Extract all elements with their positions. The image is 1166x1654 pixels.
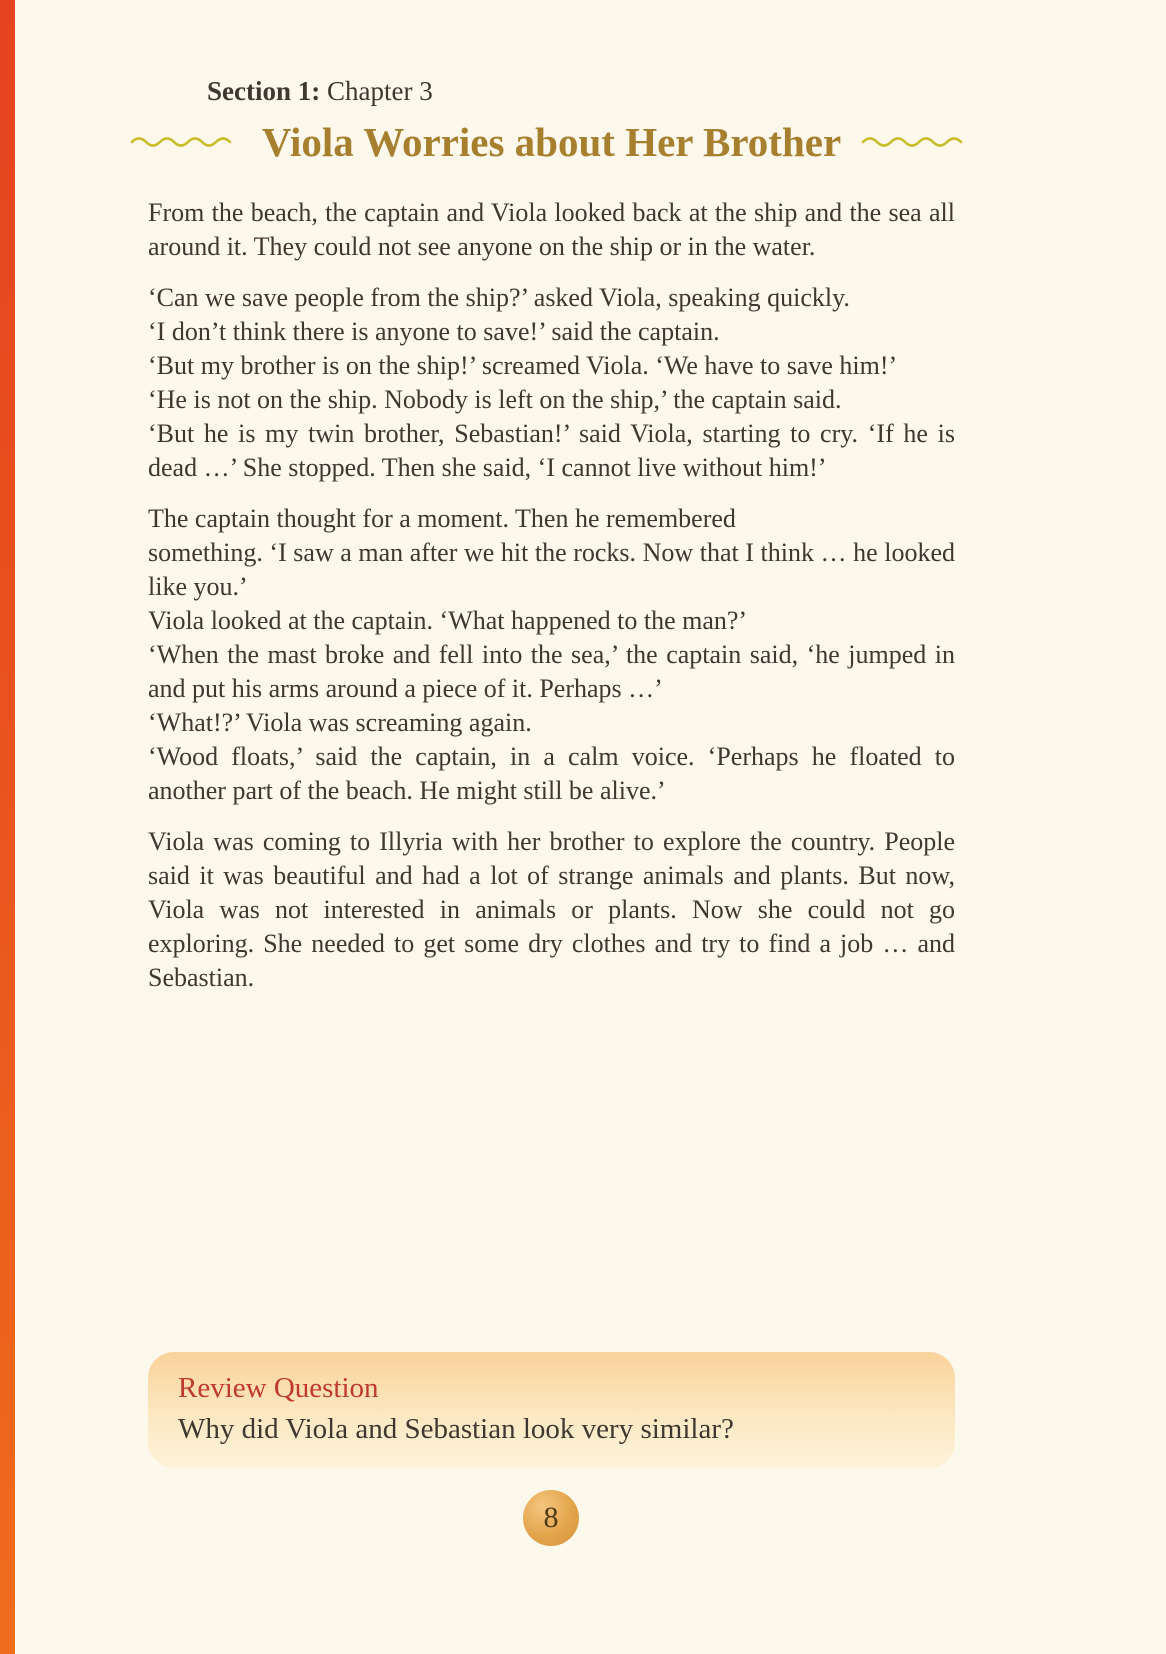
text-line: ‘He is not on the ship. Nobody is left on the ship,’ the captain said. <box>148 385 842 414</box>
text-line: ‘Can we save people from the ship?’ asked Viola, speaking quickly. <box>148 283 850 312</box>
text-line: something. ‘I saw a man after we hit the rocks. Now that I think … he looked like you.’ <box>148 538 955 601</box>
body-text <box>148 196 955 1012</box>
text-line: From the beach, the captain and Viola looked back at the ship and the sea all around it. They could not see anyone on the ship or in the water. <box>148 198 955 261</box>
section-heading <box>207 76 433 107</box>
text-line: ‘But he is my twin brother, Sebastian!’ said Viola, starting to cry. ‘If he is dead …’ She stopped. Then she said, ‘I cannot live without him!’ <box>148 419 955 482</box>
text-line: ‘When the mast broke and fell into the sea,’ the captain said, ‘he jumped in and put his arms around a piece of it. Perhaps …’ <box>148 640 955 703</box>
paragraph <box>148 825 955 995</box>
page-title: Viola Worries about Her Brother <box>261 119 842 165</box>
page-number-badge <box>523 1490 579 1546</box>
text-line: Viola was coming to Illyria with her brother to explore the country. People said it was beautiful and had a lot of strange animals and plants. But now, Viola was not interested in animals or plants. Now she could not go exploring. She needed to get some dry clothes and try to find a job … and Sebastian. <box>148 827 955 992</box>
paragraph <box>148 502 955 808</box>
paragraph <box>148 196 955 264</box>
review-heading: Review Question <box>178 1372 379 1404</box>
text-line: ‘I don’t think there is anyone to save!’ said the captain. <box>148 317 720 346</box>
text-line: ‘Wood floats,’ said the captain, in a calm voice. ‘Perhaps he floated to another part of the beach. He might still be alive.’ <box>148 742 955 805</box>
review-box <box>148 1352 955 1468</box>
text-line: ‘But my brother is on the ship!’ screamed Viola. ‘We have to save him!’ <box>148 351 898 380</box>
text-line: The captain thought for a moment. Then he remembered <box>148 504 736 533</box>
squiggle-right-icon <box>861 135 973 149</box>
paragraph <box>148 281 955 485</box>
review-question: Why did Viola and Sebastian look very similar? <box>178 1413 734 1445</box>
chapter-title-row <box>148 118 955 166</box>
page-number: 8 <box>543 1501 559 1534</box>
section-label: Section 1: <box>207 76 321 106</box>
chapter-label: Chapter 3 <box>326 76 433 106</box>
squiggle-left-icon <box>130 135 242 149</box>
text-line: Viola looked at the captain. ‘What happened to the man?’ <box>148 606 748 635</box>
page-edge-strip <box>0 0 15 1654</box>
text-line: ‘What!?’ Viola was screaming again. <box>148 708 532 737</box>
